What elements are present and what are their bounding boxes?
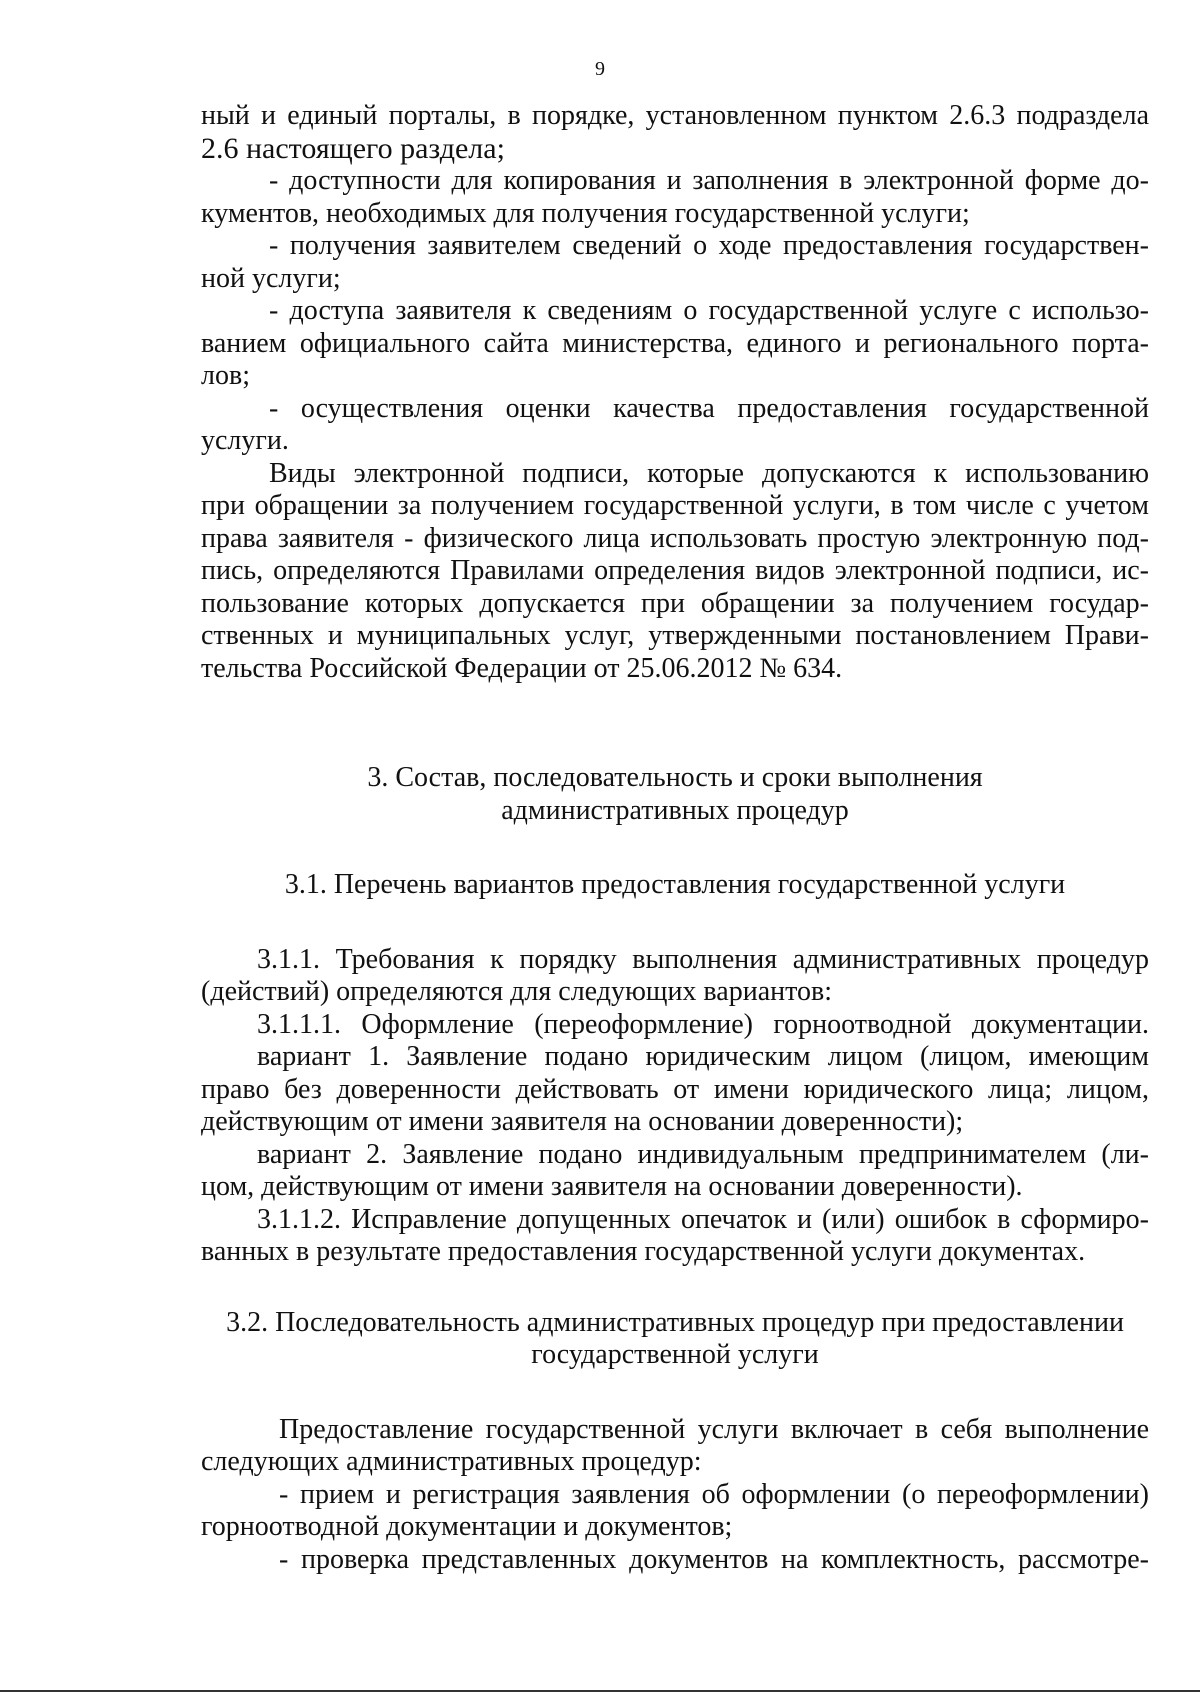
text-line: 3.1.1.2. Исправление допущенных опечаток и (или) ошибок в сформиро- — [257, 1203, 1149, 1235]
text-line: - получения заявителем сведений о ходе предоставления государствен- — [269, 230, 1149, 261]
text-line: ванием официального сайта министерства, единого и регионального порта- — [201, 327, 1149, 359]
text-line: - доступности для копирования и заполнения в электронной форме до- — [269, 165, 1149, 196]
text-line: - доступа заявителя к сведениям о государственной услуге с использо- — [269, 295, 1149, 326]
section-3-1-title: 3.1. Перечень вариантов предоставления государственной услуги — [284, 869, 1066, 900]
text-line: услуги. — [201, 425, 289, 456]
text-line: пользование которых допускается при обращении за получением государ- — [201, 587, 1149, 619]
text-line: Предоставление государственной услуги включает в себя выполнение — [279, 1413, 1149, 1445]
text-line: ственных и муниципальных услуг, утвержденными постановлением Прави- — [201, 620, 1149, 651]
text-line: - проверка представленных документов на комплектность, рассмотре- — [279, 1543, 1149, 1575]
text-line: при обращении за получением государственной услуги, в том числе с учетом — [201, 490, 1149, 521]
text-line: тельства Российской Федерации от 25.06.2012 № 634. — [201, 652, 843, 684]
document-body — [201, 100, 1149, 1576]
text-line: вариант 2. Заявление подано индивидуальным предпринимателем (ли- — [257, 1138, 1149, 1170]
text-line: следующих административных процедур: — [201, 1446, 702, 1477]
text-line: ванных в результате предоставления государственной услуги документах. — [201, 1236, 1086, 1267]
text-line: пись, определяются Правилами определения видов электронной подписи, ис- — [201, 555, 1149, 586]
text-line: кументов, необходимых для получения государственной услуги; — [201, 197, 970, 229]
section-3-2-title: 3.2. Последовательность административных процедур при предоставлении — [226, 1306, 1124, 1338]
text-line: 2.6 настоящего раздела; — [201, 131, 505, 165]
text-line: право без доверенности действовать от имени юридического лица; лицом, — [201, 1073, 1149, 1105]
text-line: цом, действующим от имени заявителя на основании доверенности). — [201, 1171, 1023, 1202]
text-line: - прием и регистрация заявления об оформлении (о переоформлении) — [279, 1478, 1149, 1510]
section-3-title-cont: административных процедур — [501, 794, 849, 826]
page-bottom-edge — [0, 1690, 1200, 1692]
text-line: вариант 1. Заявление подано юридическим лицом (лицом, имеющим — [257, 1041, 1149, 1072]
page-number: 9 — [595, 58, 605, 80]
text-line: ный и единый порталы, в порядке, установленном пунктом 2.6.3 подраздела — [201, 100, 1149, 131]
text-line: - осуществления оценки качества предоставления государственной — [269, 392, 1149, 424]
text-line: (действий) определяются для следующих вариантов: — [201, 976, 832, 1007]
text-line: горноотводной документации и документов; — [201, 1511, 733, 1542]
text-line: 3.1.1. Требования к порядку выполнения административных процедур — [257, 943, 1149, 975]
text-line: права заявителя - физического лица использовать простую электронную под- — [201, 522, 1149, 554]
text-line: лов; — [201, 360, 250, 391]
text-line: 3.1.1.1. Оформление (переоформление) горноотводной документации. — [257, 1008, 1149, 1040]
section-3-2-title-cont: государственной услуги — [531, 1339, 819, 1370]
text-line: действующим от имени заявителя на основании доверенности); — [201, 1106, 964, 1137]
text-line: ной услуги; — [201, 262, 341, 294]
section-3-title: 3. Состав, последовательность и сроки выполнения — [367, 762, 983, 793]
text-line: Виды электронной подписи, которые допускаются к использованию — [269, 457, 1149, 489]
